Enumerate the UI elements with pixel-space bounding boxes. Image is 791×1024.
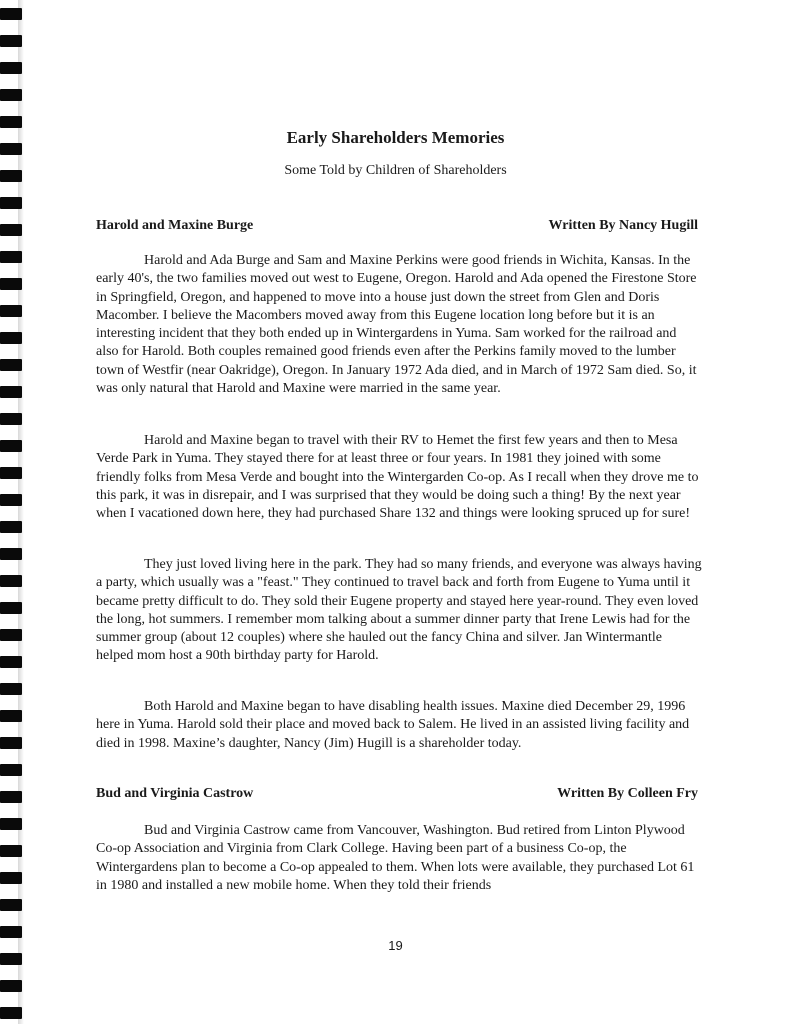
binding-hole xyxy=(0,251,22,263)
binding-hole xyxy=(0,62,22,74)
binding-hole xyxy=(0,737,22,749)
spiral-binding xyxy=(0,0,26,1024)
binding-hole xyxy=(0,602,22,614)
binding-hole xyxy=(0,764,22,776)
paragraph: Harold and Ada Burge and Sam and Maxine Perkins were good friends in Wichita, Kansas. In the early 40's, the two families moved out west to Eugene, Oregon. Harold and Ada opened the Firestone Store in Springfield, Oregon, and happened to move into a house just down the street from Glen and Doris Macomber. I believe the Macombers moved away from this Eugene location long before but it is an interesting incident that they both ended up in Wintergardens in Yuma. Sam worked for the railroad and also for Harold. Both couples remained good friends even after the Perkins family moved to the lumber town of Westfir (near Oakridge), Oregon. In January 1972 Ada died, and in March of 1972 Sam died. So, it was only natural that Harold and Maxine were married in the same year. xyxy=(96,253,697,397)
binding-hole xyxy=(0,35,22,47)
binding-hole xyxy=(0,197,22,209)
binding-hole xyxy=(0,953,22,965)
binding-hole xyxy=(0,818,22,830)
section-author: Written By Nancy Hugill xyxy=(548,218,698,233)
binding-hole xyxy=(0,710,22,722)
page-subtitle: Some Told by Children of Shareholders xyxy=(284,163,507,178)
binding-hole xyxy=(0,116,22,128)
page-title: Early Shareholders Memories xyxy=(286,128,505,147)
binding-hole xyxy=(0,521,22,533)
binding-hole xyxy=(0,386,22,398)
binding-hole xyxy=(0,683,22,695)
binding-hole xyxy=(0,1007,22,1019)
binding-hole xyxy=(0,575,22,587)
binding-hole xyxy=(0,413,22,425)
binding-hole xyxy=(0,548,22,560)
binding-hole xyxy=(0,89,22,101)
binding-hole xyxy=(0,845,22,857)
paragraph: Bud and Virginia Castrow came from Vancouver, Washington. Bud retired from Linton Plywood Co-op Association and Virginia from Clark College. Having been part of a business Co-op, the Wintergardens plan to become a Co-op appealed to them. When lots were available, they purchased Lot 61 in 1980 and installed a new mobile home. When they told their friends xyxy=(96,823,695,893)
binding-hole xyxy=(0,8,22,20)
section-heading: Harold and Maxine Burge xyxy=(96,218,254,233)
section-author: Written By Colleen Fry xyxy=(557,786,698,801)
paragraph: They just loved living here in the park. They had so many friends, and everyone was always having a party, which usually was a "feast." They continued to travel back and forth from Eugene to Yuma until it became pretty difficult to do. They sold their Eugene property and stayed here year-round. They even loved the long, hot summers. I remember mom talking about a summer dinner party that Irene Lewis had for the summer group (about 12 couples) where she hauled out the fancy China and silver. Jan Wintermantle helped mom host a 90th birthday party for Harold. xyxy=(96,557,702,664)
binding-hole xyxy=(0,899,22,911)
page-number: 19 xyxy=(388,938,403,953)
binding-hole xyxy=(0,332,22,344)
paragraph: Harold and Maxine began to travel with their RV to Hemet the first few years and then to Mesa Verde Park in Yuma. They stayed there for at least three or four years. In 1981 they joined with some friendly folks from Mesa Verde and bought into the Wintergarden Co-op. As I recall when they drove me to this park, it was in disrepair, and I was surprised that they would be doing such a thing! By the next year when I vacationed down here, they had purchased Share 132 and things were looking spruced up for sure! xyxy=(96,433,699,522)
binding-hole xyxy=(0,440,22,452)
binding-hole xyxy=(0,926,22,938)
binding-hole xyxy=(0,494,22,506)
binding-hole xyxy=(0,467,22,479)
binding-hole xyxy=(0,791,22,803)
binding-hole xyxy=(0,224,22,236)
binding-hole xyxy=(0,278,22,290)
binding-hole xyxy=(0,656,22,668)
paragraph: Both Harold and Maxine began to have disabling health issues. Maxine died December 29, 1996 here in Yuma. Harold sold their place and moved back to Salem. He lived in an assisted living facility and died in 1998. Maxine’s daughter, Nancy (Jim) Hugill is a shareholder today. xyxy=(96,699,690,751)
binding-hole xyxy=(0,980,22,992)
binding-hole xyxy=(0,629,22,641)
binding-hole xyxy=(0,872,22,884)
binding-hole xyxy=(0,359,22,371)
binding-hole xyxy=(0,305,22,317)
section-heading: Bud and Virginia Castrow xyxy=(96,786,254,801)
